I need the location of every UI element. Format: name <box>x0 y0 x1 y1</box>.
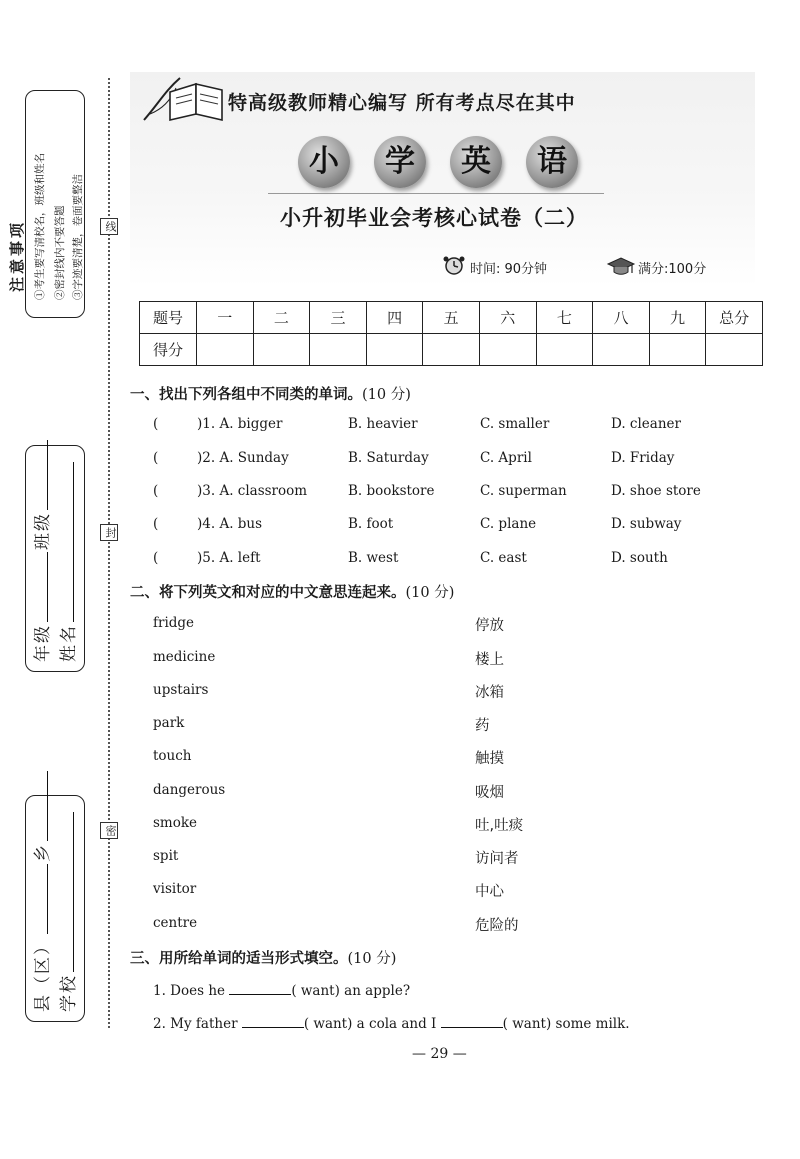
score-cell[interactable] <box>310 334 367 366</box>
note-2: ②密封线内不要答题 <box>54 205 66 300</box>
subject-char-2: 学 <box>374 136 426 188</box>
section2-title-text: 二、将下列英文和对应的中文意思连起来。 <box>130 585 406 601</box>
county-label: 县（区） <box>33 936 53 1012</box>
score-cell[interactable] <box>423 334 480 366</box>
chinese-meaning[interactable]: 冰箱 <box>475 685 504 701</box>
section2-title <box>130 581 454 602</box>
name-blank[interactable] <box>59 462 74 622</box>
question-number-label: 题号 <box>140 302 197 334</box>
col-5: 五 <box>423 302 480 334</box>
grade-label: 年级 <box>33 624 53 662</box>
note-3: ③字迹要清楚，卷面要整洁 <box>72 174 84 300</box>
fill-blank[interactable] <box>441 1015 503 1028</box>
item-option-b: B. heavier <box>348 416 418 432</box>
school-label: 学校 <box>59 974 79 1012</box>
score-cell[interactable] <box>253 334 310 366</box>
item-option-c: C. plane <box>480 516 537 532</box>
graduation-cap-icon <box>606 256 636 276</box>
q1-text-b: ( want) an apple? <box>291 983 411 999</box>
item-option-b: B. Saturday <box>348 450 429 466</box>
q2-text-b: ( want) a cola and I <box>303 1016 437 1032</box>
chinese-meaning[interactable]: 触摸 <box>475 751 504 767</box>
english-word[interactable]: fridge <box>153 615 195 631</box>
col-7: 七 <box>536 302 593 334</box>
col-6: 六 <box>479 302 536 334</box>
exam-title: 小升初毕业会考核心试卷（二） <box>280 206 588 230</box>
quill-book-icon <box>140 74 226 124</box>
note-1: ①考生要写清校名，班级和姓名 <box>34 153 46 300</box>
chinese-meaning[interactable]: 危险的 <box>475 918 519 934</box>
col-1: 一 <box>197 302 254 334</box>
item-option-d: D. shoe store <box>611 483 701 499</box>
english-word[interactable]: touch <box>153 748 192 764</box>
english-word[interactable]: park <box>153 715 185 731</box>
item-option-d: D. subway <box>611 516 682 532</box>
fill-blank[interactable] <box>229 982 291 995</box>
answer-paren[interactable]: ( <box>153 450 159 466</box>
section1-title-text: 一、找出下列各组中不同类的单词。 <box>130 387 362 403</box>
col-4: 四 <box>366 302 423 334</box>
name-label: 姓名 <box>59 624 79 662</box>
section2-points: (10 分) <box>405 585 455 601</box>
english-word[interactable]: visitor <box>153 881 197 897</box>
school-blank[interactable] <box>59 812 74 972</box>
score-cell[interactable] <box>593 334 650 366</box>
q1-text-a: 1. Does he <box>153 983 226 999</box>
answer-paren[interactable]: ( <box>153 416 159 432</box>
col-total: 总分 <box>706 302 763 334</box>
english-word[interactable]: smoke <box>153 815 198 831</box>
section1-title <box>130 383 411 404</box>
answer-paren[interactable]: ( <box>153 483 159 499</box>
chinese-meaning[interactable]: 吸烟 <box>475 785 504 801</box>
item-option-b: B. west <box>348 550 399 566</box>
english-word[interactable]: medicine <box>153 649 216 665</box>
item-option-d: D. south <box>611 550 668 566</box>
clock-icon <box>441 256 467 276</box>
english-word[interactable]: spit <box>153 848 179 864</box>
chinese-meaning[interactable]: 楼上 <box>475 652 504 668</box>
score-table <box>139 301 763 366</box>
item-option-d: D. cleaner <box>611 416 681 432</box>
item-option-c: C. superman <box>480 483 567 499</box>
chinese-meaning[interactable]: 中心 <box>475 884 504 900</box>
seal-mark-seal: 封 <box>100 524 118 541</box>
answer-paren[interactable]: ( <box>153 516 159 532</box>
item-option-a: )2. A. Sunday <box>197 450 289 466</box>
score-table-score-row <box>140 334 763 366</box>
q2-text-c: ( want) some milk. <box>502 1016 630 1032</box>
subject-char-3: 英 <box>450 136 502 188</box>
score-table-header-row <box>140 302 763 334</box>
answer-paren[interactable]: ( <box>153 550 159 566</box>
english-word[interactable]: centre <box>153 915 198 931</box>
score-cell[interactable] <box>197 334 254 366</box>
col-9: 九 <box>649 302 706 334</box>
score-cell-total[interactable] <box>706 334 763 366</box>
score-cell[interactable] <box>366 334 423 366</box>
score-cell[interactable] <box>649 334 706 366</box>
page-number: — 29 — <box>412 1046 467 1062</box>
grade-class-line <box>28 438 53 662</box>
item-option-b: B. foot <box>348 516 394 532</box>
chinese-meaning[interactable]: 药 <box>475 718 490 734</box>
item-option-a: )5. A. left <box>197 550 261 566</box>
item-option-c: C. April <box>480 450 532 466</box>
item-option-c: C. east <box>480 550 527 566</box>
class-blank[interactable] <box>33 440 48 510</box>
item-option-a: )4. A. bus <box>197 516 263 532</box>
fill-blank[interactable] <box>242 1015 304 1028</box>
fill-question-2 <box>153 1015 630 1032</box>
item-option-d: D. Friday <box>611 450 675 466</box>
slogan: 特高级教师精心编写 所有考点尽在其中 <box>228 92 576 114</box>
score-label: 得分 <box>140 334 197 366</box>
subject-char-4: 语 <box>526 136 578 188</box>
section3-title-text: 三、用所给单词的适当形式填空。 <box>130 951 348 967</box>
county-township-line <box>28 769 53 1012</box>
english-word[interactable]: upstairs <box>153 682 209 698</box>
full-score: 满分:100分 <box>638 262 707 277</box>
time-limit: 时间: 90分钟 <box>470 262 548 277</box>
school-line <box>54 810 79 1012</box>
score-cell[interactable] <box>479 334 536 366</box>
notes-title: 注意事项 <box>8 219 26 292</box>
title-rule <box>268 193 604 194</box>
section1-points: (10 分) <box>362 387 411 403</box>
chinese-meaning[interactable]: 访问者 <box>475 851 519 867</box>
english-word[interactable]: dangerous <box>153 782 226 798</box>
subject-char-1: 小 <box>298 136 350 188</box>
township-blank[interactable] <box>33 771 48 841</box>
name-line <box>54 460 79 662</box>
item-option-a: )1. A. bigger <box>197 416 283 432</box>
seal-mark-secret: 密 <box>100 822 118 839</box>
fill-question-1 <box>153 982 410 999</box>
county-blank[interactable] <box>33 864 48 934</box>
score-cell[interactable] <box>536 334 593 366</box>
seal-mark-line: 线 <box>100 218 118 235</box>
chinese-meaning[interactable]: 停放 <box>475 618 504 634</box>
col-3: 三 <box>310 302 367 334</box>
q2-text-a: 2. My father <box>153 1016 238 1032</box>
col-2: 二 <box>253 302 310 334</box>
chinese-meaning[interactable]: 吐,吐痰 <box>475 818 524 834</box>
item-option-c: C. smaller <box>480 416 550 432</box>
item-option-b: B. bookstore <box>348 483 435 499</box>
section3-points: (10 分) <box>347 951 397 967</box>
section3-title <box>130 947 396 968</box>
township-label: 乡 <box>33 843 53 862</box>
grade-blank[interactable] <box>33 552 48 622</box>
class-label: 班级 <box>33 512 53 550</box>
item-option-a: )3. A. classroom <box>197 483 308 499</box>
col-8: 八 <box>593 302 650 334</box>
